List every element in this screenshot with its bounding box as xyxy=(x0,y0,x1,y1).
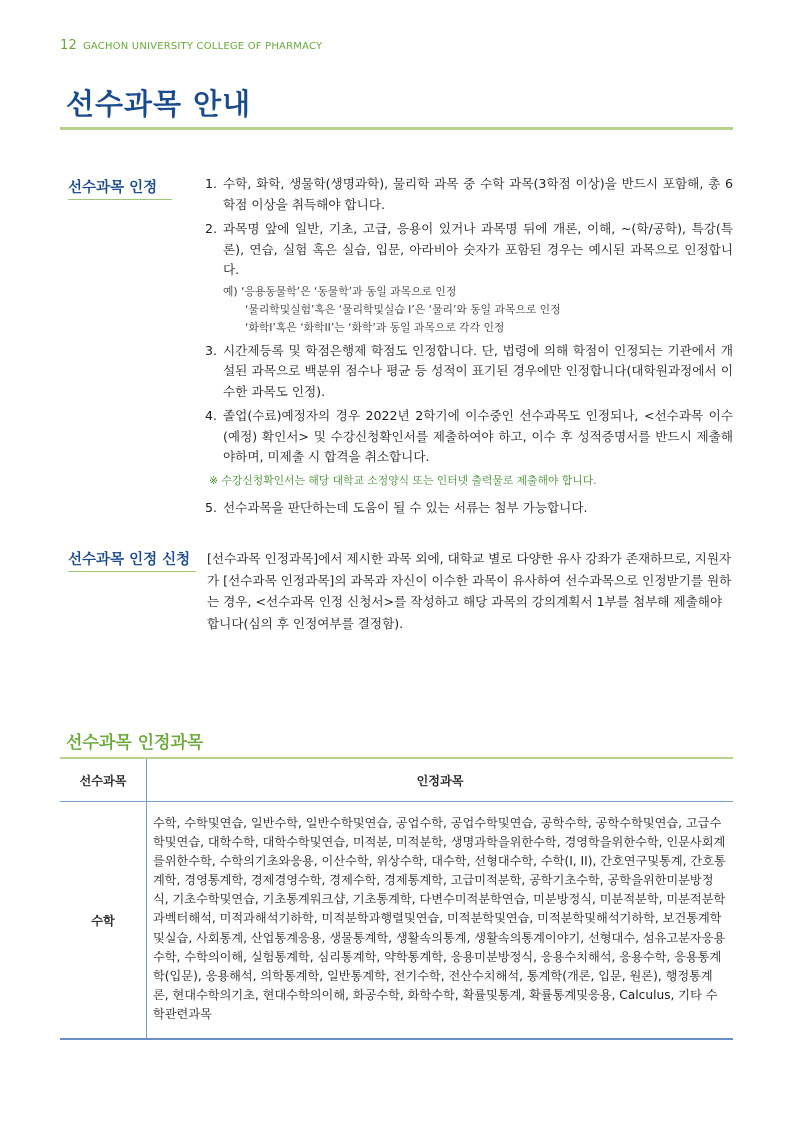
example-line: 예) ‘응용동물학’은 ‘동물학’과 동일 과목으로 인정 xyxy=(223,284,457,298)
item-number: 4. xyxy=(205,408,218,423)
example-line: ‘화학I’혹은 ‘화학II’는 ‘화학’과 동일 과목으로 각각 인정 xyxy=(245,320,505,334)
page-title: 선수과목 안내 xyxy=(66,87,252,121)
table-title: 선수과목 인정과목 xyxy=(66,733,204,753)
item-number: 2. xyxy=(205,221,218,236)
item-text: 시간제등록 및 학점은행제 학점도 인정합니다. 단, 법령에 의해 학점이 인정되는 기관에서 개설된 과목으로 백분위 점수나 평균 등 성적이 표기된 경우에만 인정합니다(대학원과정에서 이수한 과목도 인정). xyxy=(223,342,733,399)
table-row xyxy=(60,802,733,1040)
list-item xyxy=(205,219,733,281)
header-courses: 인정과목 xyxy=(147,758,734,802)
item-text: 과목명 앞에 일반, 기초, 고급, 응용이 있거나 과목명 뒤에 개론, 이해, ~(학/공학), 특강(특론), 연습, 실험 혹은 실습, 입문, 아라비아 숫자가 포함된 경우는 예시된 과목으로 인정합니다. xyxy=(223,221,733,277)
item-text: 선수과목을 판단하는데 도움이 될 수 있는 서류는 첨부 가능합니다. xyxy=(223,499,588,515)
title-divider xyxy=(60,127,733,130)
courses-table xyxy=(60,757,733,1040)
example-line: ‘물리학및실험’혹은 ‘물리학및실습 I’은 ‘물리’와 동일 과목으로 인정 xyxy=(245,302,561,316)
item-text: 졸업(수료)예정자의 경우 2022년 2학기에 이수중인 선수과목도 인정되나, <선수과목 이수(예정) 확인서> 및 수강신청확인서를 제출하여야 하고, 이수 후 성적증명서를 반드시 제출해야하며, 미제출 시 합격을 취소합니다. xyxy=(223,408,733,464)
list-item xyxy=(205,341,733,403)
list-item xyxy=(205,498,733,519)
university-name: GACHON UNIVERSITY COLLEGE OF PHARMACY xyxy=(82,41,323,52)
courses-cell: 수학, 수학및연습, 일반수학, 일반수학및연습, 공업수학, 공업수학및연습, 공학수학, 공학수학및연습, 고급수학및연습, 대학수학, 대학수학및연습, 미적분, 미적분학, 생명과학을위한수학, 경영학을위한수학, 인문사회계를위한수학, 수학의기초와응용, 이산수학, 위상수학, 대수학, 선형대수학, 수학(I, II), 간호연구및통계, 간호통계학, 경영통계학, 경제경영수학, 경제수학, 경제통계학, 고급미적분학, 공학기초수학, 공학을위한미분방정식, 기초수학및연습, 기초통계워크샵, 기초통계학, 다변수미적분학연습, 미분방정식, 미분적분학, 미분적분학과벡터해석, 미적과해석기하학, 미적분학과행렬및연습, 미적분학및연습, 미적분학및해석기하학, 보건통계학및실습, 사회통계, 산업통계응용, 생물통계학, 생활속의통계, 생활속의통계이야기, 선형대수, 섬유고분자응용수학, 수학의이해, 실험통계학, 심리통계학, 약학통계학, 응용미분방정식, 응용수치해석, 응용수학, 응용통계학(입문), 응용해석, 의학통계학, 일반통계학, 전기수학, 전산수치해석, 통계학(개론, 입문, 원론), 행정통계론, 현대수학의기초, 현대수학의이해, 화공수학, 화학수학, 확률및통계, 확률통계및응용, Calculus, 기타 수학관련과목 xyxy=(147,802,734,1040)
note-text: ※ 수강신청확인서는 해당 대학교 소정양식 또는 인터넷 출력물로 제출해야 합니다. xyxy=(209,473,597,487)
item-number: 3. xyxy=(205,342,218,358)
section-divider xyxy=(68,571,196,572)
list-item xyxy=(205,174,733,215)
list-item xyxy=(205,406,733,468)
page-number: 12 xyxy=(60,38,77,53)
item-text: 수학, 화학, 생물학(생명과학), 물리학 과목 중 수학 과목(3학점 이상)을 반드시 포함해, 총 6학점 이상을 취득해야 합니다. xyxy=(223,176,733,212)
section-label-recognition: 선수과목 인정 xyxy=(68,180,158,196)
recognition-list xyxy=(205,174,733,522)
header-subject: 선수과목 xyxy=(60,758,147,802)
examples xyxy=(205,283,733,337)
section-divider xyxy=(68,199,172,200)
application-text: [선수과목 인정과목]에서 제시한 과목 외에, 대학교 별로 다양한 유사 강좌가 존재하므로, 지원자가 [선수과목 인정과목]의 과목과 자신이 이수한 과목이 유사하여 선수과목으로 인정받기를 원하는 경우, <선수과목 인정 신청서>를 작성하고 해당 과목의 강의계획서 1부를 첨부해 제출해야 합니다(심의 후 인정여부를 결정함). xyxy=(207,551,732,631)
subject-cell: 수학 xyxy=(60,802,147,1040)
page-header xyxy=(60,38,322,53)
table-header-row xyxy=(60,758,733,802)
item-number: 5. xyxy=(205,499,218,515)
section-label-application: 선수과목 인정 신청 xyxy=(68,552,191,568)
item-number: 1. xyxy=(205,176,218,191)
